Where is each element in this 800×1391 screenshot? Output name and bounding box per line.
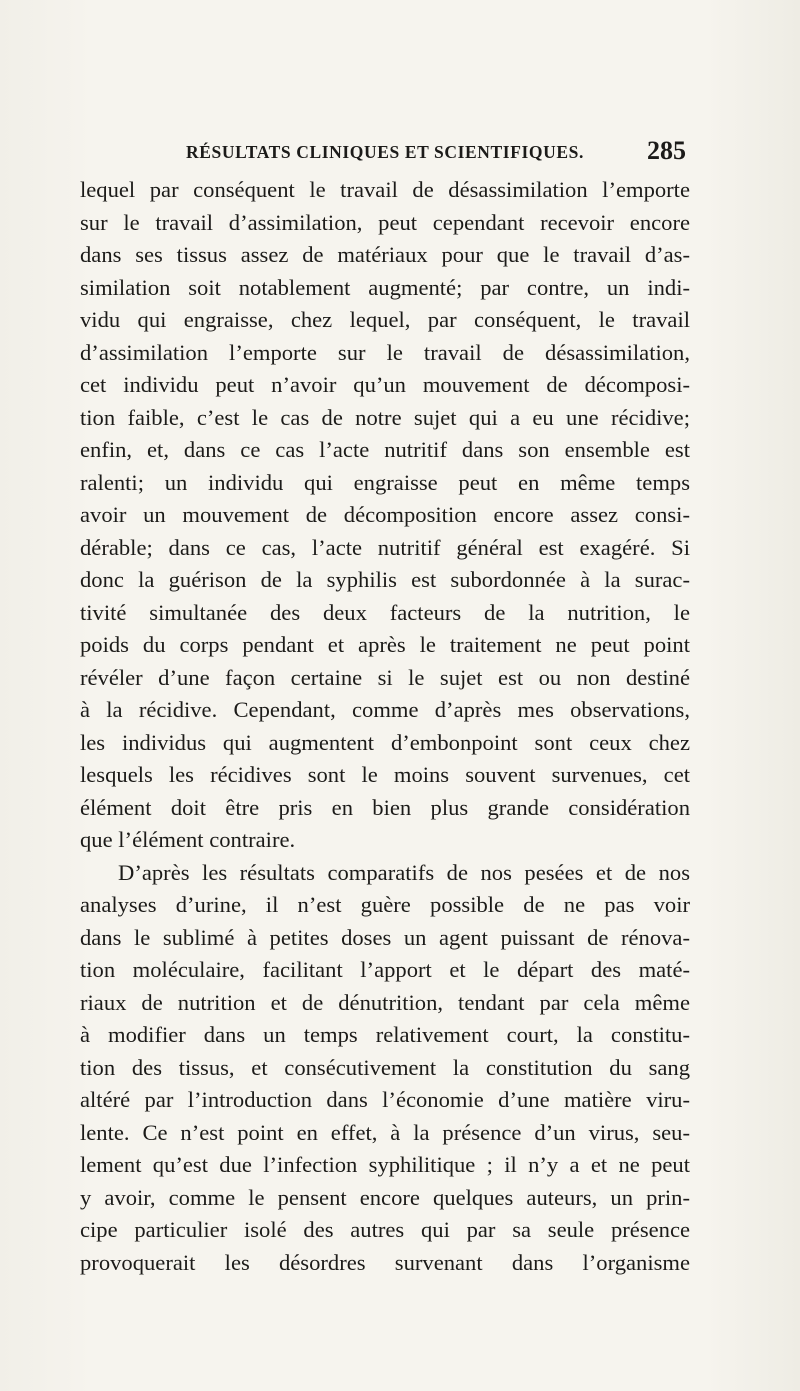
text-line: poids du corps pendant et après le traitement ne peut point [80, 632, 690, 657]
text-line: tion moléculaire, facilitant l’apport et le départ des maté- [80, 957, 690, 982]
text-line: à modifier dans un temps relativement court, la constitu- [80, 1022, 690, 1047]
text-line: avoir un mouvement de décomposition encore assez consi- [80, 502, 690, 527]
text-line: provoquerait les désordres survenant dans l’organisme [80, 1249, 690, 1275]
text-line: lente. Ce n’est point en effet, à la présence d’un virus, seu- [80, 1119, 690, 1145]
text-line: ralenti; un individu qui engraisse peut en même temps [80, 469, 690, 495]
text-line: d’assimilation l’emporte sur le travail de désassimilation, [80, 339, 690, 365]
text-line: lequel par conséquent le travail de désassimilation l’emporte [80, 177, 690, 202]
text-line: vidu qui engraisse, chez lequel, par conséquent, le travail [80, 307, 690, 332]
text-line: lesquels les récidives sont le moins souvent survenues, cet [80, 762, 690, 787]
paragraph-start-line: D’après les résultats comparatifs de nos pesées et de nos [118, 859, 690, 885]
text-line: y avoir, comme le pensent encore quelques auteurs, un prin- [80, 1184, 690, 1210]
text-line: les individus qui augmentent d’embonpoint sont ceux chez [80, 729, 690, 755]
text-line: lement qu’est due l’infection syphilitique ; il n’y a et ne peut [80, 1152, 690, 1177]
text-line: cet individu peut n’avoir qu’un mouvement de décomposi- [80, 372, 690, 397]
text-line: analyses d’urine, il n’est guère possible de ne pas voir [80, 892, 690, 917]
text-line: dérable; dans ce cas, l’acte nutritif général est exagéré. Si [80, 534, 690, 560]
text-line: sur le travail d’assimilation, peut cependant recevoir encore [80, 209, 690, 235]
text-line: tion faible, c’est le cas de notre sujet qui a eu une récidive; [80, 404, 690, 430]
text-line: dans le sublimé à petites doses un agent puissant de rénova- [80, 924, 690, 950]
text-line: tivité simultanée des deux facteurs de la nutrition, le [80, 599, 690, 625]
text-line: altéré par l’introduction dans l’économie d’une matière viru- [80, 1087, 690, 1112]
text-line: élément doit être pris en bien plus grande considération [80, 794, 690, 820]
running-head [80, 138, 686, 168]
text-line: à la récidive. Cependant, comme d’après mes observations, [80, 697, 690, 722]
text-line: enfin, et, dans ce cas l’acte nutritif dans son ensemble est [80, 437, 690, 462]
text-line: donc la guérison de la syphilis est subordonnée à la surac- [80, 567, 690, 592]
text-line: révéler d’une façon certaine si le sujet est ou non destiné [80, 664, 690, 690]
paragraph-end-line: que l’élément contraire. [80, 827, 296, 852]
text-line: similation soit notablement augmenté; par contre, un indi- [80, 274, 690, 300]
text-line: tion des tissus, et consécutivement la constitution du sang [80, 1054, 690, 1080]
page-number: 285 [647, 136, 686, 165]
text-line: cipe particulier isolé des autres qui par sa seule présence [80, 1217, 690, 1242]
text-line: riaux de nutrition et de dénutrition, tendant par cela même [80, 989, 690, 1015]
body-text [80, 174, 690, 1279]
text-line: dans ses tissus assez de matériaux pour que le travail d’as- [80, 242, 690, 267]
running-title: RÉSULTATS CLINIQUES ET SCIENTIFIQUES. [186, 142, 584, 162]
